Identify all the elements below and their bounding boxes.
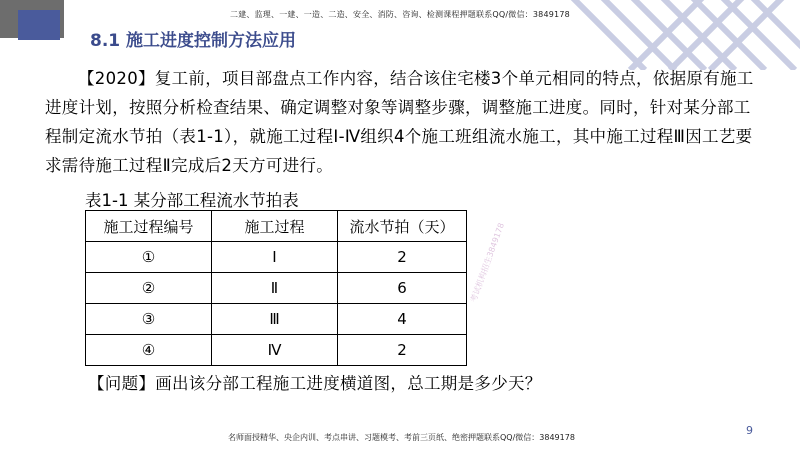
- cell-beat: 2: [338, 335, 467, 366]
- footer-contact-note: 名师面授精华、央企内训、考点串讲、习题模考、考前三页纸、绝密押题联系QQ/微信：3849178: [228, 433, 575, 442]
- flow-beat-table: [85, 210, 467, 366]
- cell-number: ④: [86, 335, 212, 366]
- paragraph-text: 【2020】复工前，项目部盘点工作内容，结合该住宅楼3个单元相同的特点，依据原有施工进度计划，按照分析检查结果、确定调整对象等调整步骤，调整施工进度。同时，针对某分部工程制定流水节拍（表1-1），就施工过程Ⅰ-Ⅳ组织4个施工班组流水施工，其中施工过程Ⅲ因工艺要求需待施工过程Ⅱ完成后2天方可进行。: [45, 69, 754, 175]
- header-process-number: 施工过程编号: [86, 211, 212, 242]
- page-number: 9: [746, 424, 753, 437]
- cell-process: Ⅱ: [212, 273, 338, 304]
- cell-beat: 2: [338, 242, 467, 273]
- table-row: [86, 335, 467, 366]
- table-row: [86, 242, 467, 273]
- table-caption: 表1-1 某分部工程流水节拍表: [85, 191, 299, 210]
- watermark-text: 考试机构招生3849178: [468, 221, 507, 304]
- decor-blue-square: [18, 10, 60, 40]
- table-row: [86, 273, 467, 304]
- cell-beat: 4: [338, 304, 467, 335]
- cell-process: Ⅰ: [212, 242, 338, 273]
- header-process: 施工过程: [212, 211, 338, 242]
- page-title: 8.1 施工进度控制方法应用: [90, 31, 297, 51]
- cell-beat: 6: [338, 273, 467, 304]
- header-contact-note: 二建、监理、一建、一造、二造、安全、消防、咨询、检测课程押题联系QQ/微信：3849178: [230, 10, 570, 19]
- cell-process: Ⅳ: [212, 335, 338, 366]
- header-flow-beat: 流水节拍（天）: [338, 211, 467, 242]
- question-paragraph: [45, 64, 765, 180]
- cell-number: ②: [86, 273, 212, 304]
- question-prompt: 【问题】画出该分部工程施工进度横道图，总工期是多少天？: [88, 374, 542, 393]
- cell-number: ③: [86, 304, 212, 335]
- cell-number: ①: [86, 242, 212, 273]
- table-row: [86, 304, 467, 335]
- table-header-row: [86, 211, 467, 242]
- cell-process: Ⅲ: [212, 304, 338, 335]
